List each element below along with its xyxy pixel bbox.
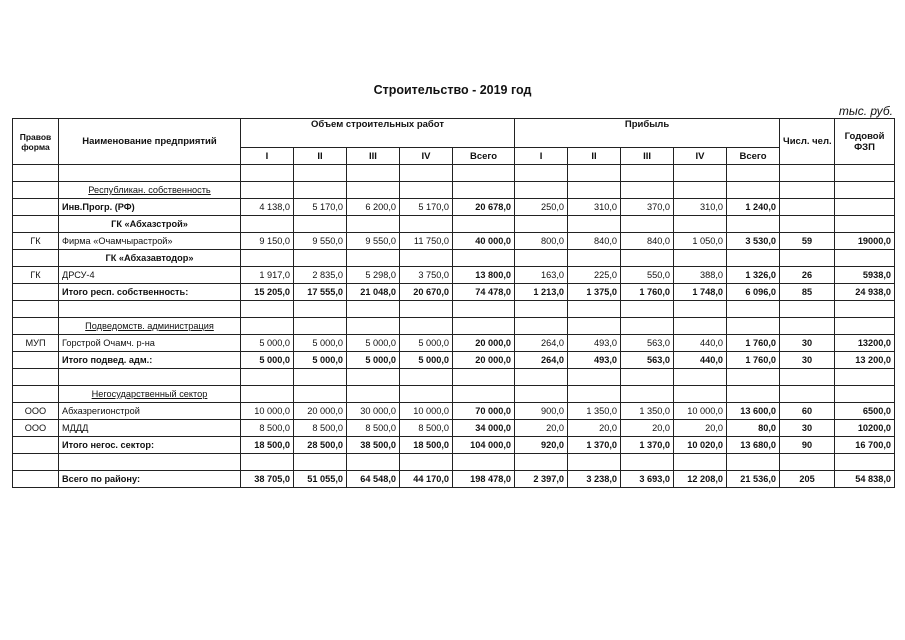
fzp-cell: 5938,0 [835, 267, 895, 284]
header-p-q3: III [621, 148, 674, 165]
volume-cell: 5 298,0 [347, 267, 400, 284]
staff-cell: 60 [780, 403, 835, 420]
profit-cell: 250,0 [515, 199, 568, 216]
name-cell: ДРСУ-4 [59, 267, 241, 284]
staff-cell: 205 [780, 471, 835, 488]
fzp-cell: 13 200,0 [835, 352, 895, 369]
profit-cell: 900,0 [515, 403, 568, 420]
profit-cell: 12 208,0 [674, 471, 727, 488]
subtotal-row [13, 352, 895, 369]
section-row [13, 318, 895, 335]
volume-cell: 10 000,0 [241, 403, 294, 420]
profit-cell: 800,0 [515, 233, 568, 250]
volume-cell: 74 478,0 [453, 284, 515, 301]
volume-cell: 8 500,0 [400, 420, 453, 437]
volume-cell: 2 835,0 [294, 267, 347, 284]
table-row [13, 199, 895, 216]
form-cell: ООО [13, 403, 59, 420]
profit-cell: 920,0 [515, 437, 568, 454]
units-label: тыс. руб. [838, 104, 893, 118]
volume-cell: 20 670,0 [400, 284, 453, 301]
volume-cell: 38 705,0 [241, 471, 294, 488]
spacer-row [13, 301, 895, 318]
subtotal-row [13, 437, 895, 454]
profit-cell: 440,0 [674, 352, 727, 369]
staff-cell: 59 [780, 233, 835, 250]
volume-cell: 13 800,0 [453, 267, 515, 284]
name-cell: Итого подвед. адм.: [59, 352, 241, 369]
volume-cell: 70 000,0 [453, 403, 515, 420]
form-cell [13, 471, 59, 488]
spacer-row [13, 454, 895, 471]
form-cell: ГК [13, 267, 59, 284]
profit-cell: 10 020,0 [674, 437, 727, 454]
profit-cell: 1 760,0 [727, 352, 780, 369]
profit-cell: 1 370,0 [621, 437, 674, 454]
volume-cell: 104 000,0 [453, 437, 515, 454]
header-staff: Числ. чел. [780, 119, 835, 165]
volume-cell: 15 205,0 [241, 284, 294, 301]
table-row [13, 267, 895, 284]
profit-cell: 388,0 [674, 267, 727, 284]
volume-cell: 20 000,0 [294, 403, 347, 420]
fzp-cell: 54 838,0 [835, 471, 895, 488]
header-p-total: Всего [727, 148, 780, 165]
fzp-cell: 10200,0 [835, 420, 895, 437]
volume-cell: 51 055,0 [294, 471, 347, 488]
volume-cell: 18 500,0 [400, 437, 453, 454]
table-row [13, 420, 895, 437]
volume-cell: 20 000,0 [453, 335, 515, 352]
profit-cell: 3 530,0 [727, 233, 780, 250]
table-row [13, 233, 895, 250]
header-p-q4: IV [674, 148, 727, 165]
profit-cell: 1 326,0 [727, 267, 780, 284]
volume-cell: 40 000,0 [453, 233, 515, 250]
section-title: Республикан. собственность [59, 182, 241, 199]
profit-cell: 6 096,0 [727, 284, 780, 301]
volume-cell: 64 548,0 [347, 471, 400, 488]
profit-cell: 3 238,0 [568, 471, 621, 488]
profit-cell: 1 350,0 [621, 403, 674, 420]
volume-cell: 5 170,0 [294, 199, 347, 216]
header-volume: Объем строительных работ [241, 119, 515, 148]
fzp-cell: 6500,0 [835, 403, 895, 420]
volume-cell: 8 500,0 [294, 420, 347, 437]
profit-cell: 10 000,0 [674, 403, 727, 420]
volume-cell: 10 000,0 [400, 403, 453, 420]
volume-cell: 4 138,0 [241, 199, 294, 216]
profit-cell: 563,0 [621, 335, 674, 352]
staff-cell: 30 [780, 420, 835, 437]
section-row [13, 386, 895, 403]
volume-cell: 198 478,0 [453, 471, 515, 488]
grand-total-row [13, 471, 895, 488]
name-cell: Фирма «Очамчырастрой» [59, 233, 241, 250]
header-fzp: Годовой ФЗП [835, 119, 895, 165]
group-row [13, 250, 895, 267]
header-profit: Прибыль [515, 119, 780, 148]
spacer-row [13, 165, 895, 182]
profit-cell: 20,0 [568, 420, 621, 437]
profit-cell: 1 240,0 [727, 199, 780, 216]
staff-cell: 85 [780, 284, 835, 301]
volume-cell: 9 550,0 [294, 233, 347, 250]
profit-cell: 1 760,0 [621, 284, 674, 301]
name-cell: Абхазрегионстрой [59, 403, 241, 420]
volume-cell: 34 000,0 [453, 420, 515, 437]
staff-cell: 30 [780, 352, 835, 369]
volume-cell: 3 750,0 [400, 267, 453, 284]
staff-cell: 30 [780, 335, 835, 352]
volume-cell: 5 000,0 [347, 335, 400, 352]
profit-cell: 13 600,0 [727, 403, 780, 420]
group-title: ГК «Абхазстрой» [59, 216, 241, 233]
staff-cell: 26 [780, 267, 835, 284]
volume-cell: 9 150,0 [241, 233, 294, 250]
group-title: ГК «Абхазавтодор» [59, 250, 241, 267]
volume-cell: 8 500,0 [241, 420, 294, 437]
profit-cell: 21 536,0 [727, 471, 780, 488]
fzp-cell: 16 700,0 [835, 437, 895, 454]
volume-cell: 38 500,0 [347, 437, 400, 454]
fzp-cell: 24 938,0 [835, 284, 895, 301]
profit-cell: 3 693,0 [621, 471, 674, 488]
profit-cell: 1 050,0 [674, 233, 727, 250]
volume-cell: 6 200,0 [347, 199, 400, 216]
name-cell: МДДД [59, 420, 241, 437]
volume-cell: 1 917,0 [241, 267, 294, 284]
name-cell: Всего по району: [59, 471, 241, 488]
volume-cell: 17 555,0 [294, 284, 347, 301]
volume-cell: 8 500,0 [347, 420, 400, 437]
form-cell [13, 284, 59, 301]
profit-cell: 493,0 [568, 335, 621, 352]
volume-cell: 18 500,0 [241, 437, 294, 454]
section-row [13, 182, 895, 199]
group-row [13, 216, 895, 233]
profit-cell: 2 397,0 [515, 471, 568, 488]
profit-cell: 1 748,0 [674, 284, 727, 301]
staff-cell [780, 199, 835, 216]
profit-cell: 163,0 [515, 267, 568, 284]
volume-cell: 9 550,0 [347, 233, 400, 250]
form-cell [13, 199, 59, 216]
profit-cell: 310,0 [674, 199, 727, 216]
header-p-q2: II [568, 148, 621, 165]
profit-cell: 370,0 [621, 199, 674, 216]
volume-cell: 30 000,0 [347, 403, 400, 420]
volume-cell: 5 000,0 [241, 352, 294, 369]
fzp-cell [835, 199, 895, 216]
header-q1: I [241, 148, 294, 165]
form-cell: ООО [13, 420, 59, 437]
volume-cell: 5 000,0 [294, 352, 347, 369]
header-p-q1: I [515, 148, 568, 165]
table-row [13, 335, 895, 352]
header-row [13, 119, 895, 148]
section-title: Подведомств. администрация [59, 318, 241, 335]
profit-cell: 1 760,0 [727, 335, 780, 352]
profit-cell: 1 370,0 [568, 437, 621, 454]
profit-cell: 80,0 [727, 420, 780, 437]
name-cell: Итого респ. собственность: [59, 284, 241, 301]
profit-cell: 840,0 [621, 233, 674, 250]
volume-cell: 5 000,0 [294, 335, 347, 352]
header-total: Всего [453, 148, 515, 165]
profit-cell: 550,0 [621, 267, 674, 284]
form-cell [13, 352, 59, 369]
volume-cell: 20 000,0 [453, 352, 515, 369]
page-title: Строительство - 2019 год [373, 83, 532, 97]
profit-cell: 440,0 [674, 335, 727, 352]
profit-cell: 563,0 [621, 352, 674, 369]
profit-cell: 493,0 [568, 352, 621, 369]
volume-cell: 11 750,0 [400, 233, 453, 250]
form-cell: МУП [13, 335, 59, 352]
volume-cell: 44 170,0 [400, 471, 453, 488]
profit-cell: 264,0 [515, 352, 568, 369]
volume-cell: 20 678,0 [453, 199, 515, 216]
table-row [13, 403, 895, 420]
name-cell: Инв.Прогр. (РФ) [59, 199, 241, 216]
section-title: Негосударственный сектор [59, 386, 241, 403]
profit-cell: 13 680,0 [727, 437, 780, 454]
fzp-cell: 13200,0 [835, 335, 895, 352]
volume-cell: 5 000,0 [347, 352, 400, 369]
volume-cell: 5 000,0 [400, 335, 453, 352]
name-cell: Итого негос. сектор: [59, 437, 241, 454]
profit-cell: 1 213,0 [515, 284, 568, 301]
volume-cell: 21 048,0 [347, 284, 400, 301]
fzp-cell: 19000,0 [835, 233, 895, 250]
header-form: Правов форма [13, 119, 59, 165]
volume-cell: 5 170,0 [400, 199, 453, 216]
profit-cell: 20,0 [674, 420, 727, 437]
header-name: Наименование предприятий [59, 119, 241, 165]
subtotal-row [13, 284, 895, 301]
construction-table [12, 118, 895, 488]
volume-cell: 5 000,0 [400, 352, 453, 369]
name-cell: Горстрой Очамч. р-на [59, 335, 241, 352]
profit-cell: 20,0 [515, 420, 568, 437]
form-cell [13, 437, 59, 454]
header-q2: II [294, 148, 347, 165]
form-cell: ГК [13, 233, 59, 250]
volume-cell: 28 500,0 [294, 437, 347, 454]
header-q3: III [347, 148, 400, 165]
profit-cell: 310,0 [568, 199, 621, 216]
volume-cell: 5 000,0 [241, 335, 294, 352]
header-q4: IV [400, 148, 453, 165]
profit-cell: 20,0 [621, 420, 674, 437]
profit-cell: 840,0 [568, 233, 621, 250]
profit-cell: 225,0 [568, 267, 621, 284]
profit-cell: 1 375,0 [568, 284, 621, 301]
profit-cell: 1 350,0 [568, 403, 621, 420]
spacer-row [13, 369, 895, 386]
staff-cell: 90 [780, 437, 835, 454]
profit-cell: 264,0 [515, 335, 568, 352]
